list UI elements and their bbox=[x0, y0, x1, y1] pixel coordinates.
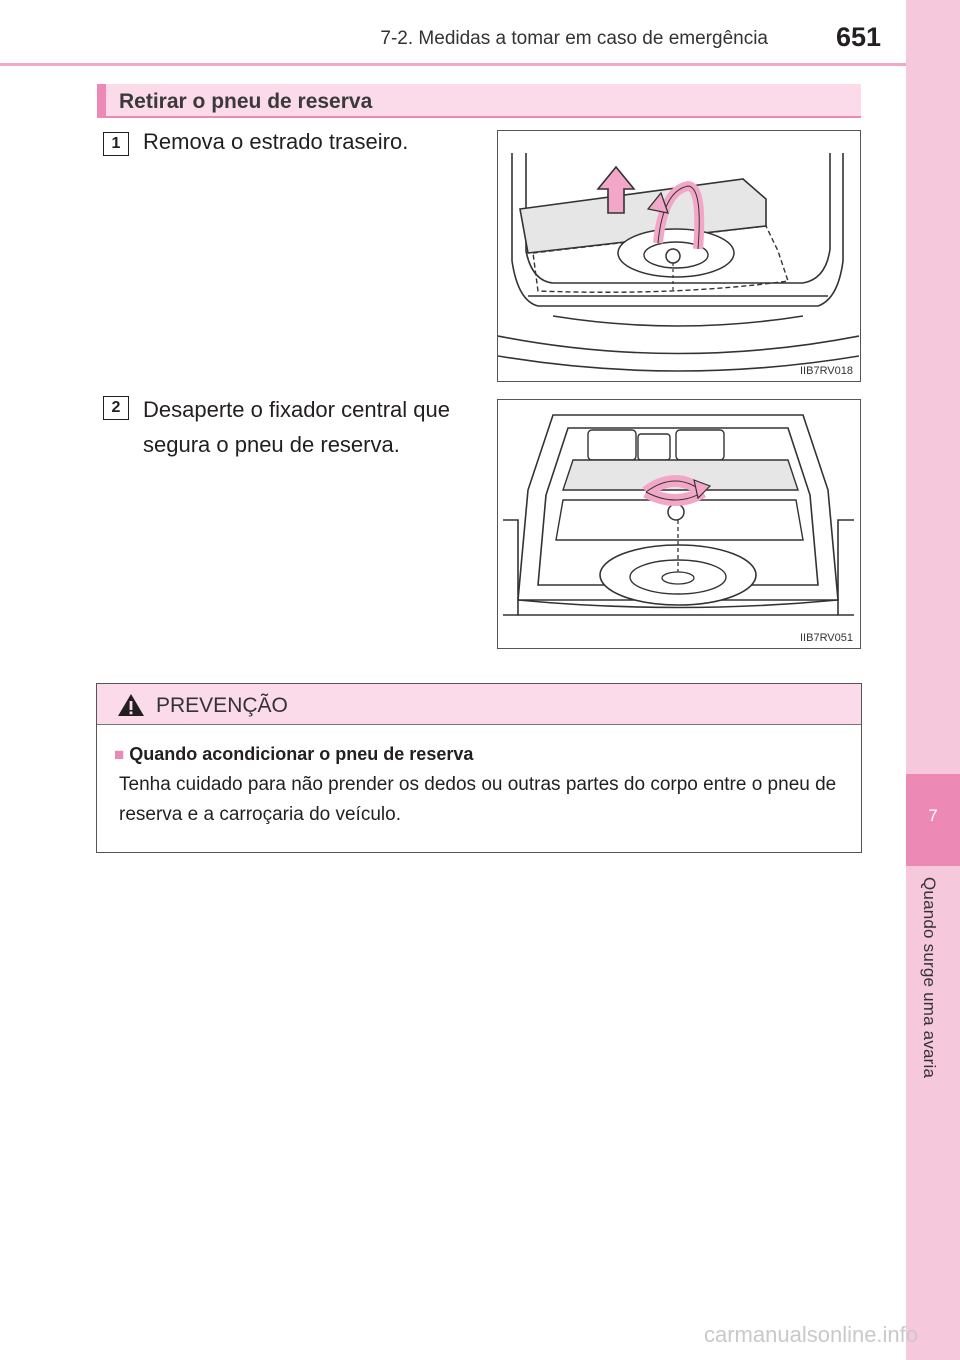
section-title: Retirar o pneu de reserva bbox=[119, 90, 373, 113]
page-number: 651 bbox=[836, 22, 882, 52]
caution-subtitle bbox=[114, 744, 473, 765]
illustration-loosen-center-fastener bbox=[497, 399, 861, 649]
step-text-1: Remova o estrado traseiro. bbox=[143, 129, 409, 154]
trunk-spare-tire-drawing bbox=[498, 400, 859, 647]
caution-body: Tenha cuidado para não prender os dedos ou outras partes do corpo entre o pneu de reserva e a carroçaria do veículo. bbox=[119, 774, 837, 825]
caution-header bbox=[97, 684, 861, 725]
step-number-2: 2 bbox=[103, 396, 129, 420]
warning-triangle-icon bbox=[117, 693, 145, 717]
chapter-number: 7 bbox=[928, 806, 938, 825]
cargo-area-deck-board-drawing bbox=[498, 131, 859, 380]
illustration-code: IIB7RV051 bbox=[800, 632, 854, 644]
step-number-1: 1 bbox=[103, 132, 129, 156]
bullet-square-icon: ■ bbox=[114, 745, 125, 764]
chapter-title: Quando surge uma avaria bbox=[920, 877, 939, 1079]
illustration-remove-deck-board bbox=[497, 130, 861, 382]
header-rule bbox=[0, 63, 906, 66]
caution-box bbox=[96, 683, 862, 853]
step-text-2: Desaperte o fixador central que segura o pneu de reserva. bbox=[143, 397, 450, 457]
caution-title: PREVENÇÃO bbox=[156, 694, 288, 717]
running-header: 7-2. Medidas a tomar em caso de emergência bbox=[380, 28, 768, 49]
caution-subtitle-text: Quando acondicionar o pneu de reserva bbox=[129, 744, 474, 764]
chapter-side-tab bbox=[906, 0, 960, 1360]
watermark: carmanualsonline.info bbox=[704, 1322, 919, 1347]
section-title-bar bbox=[97, 84, 861, 118]
illustration-code: IIB7RV018 bbox=[800, 365, 854, 377]
